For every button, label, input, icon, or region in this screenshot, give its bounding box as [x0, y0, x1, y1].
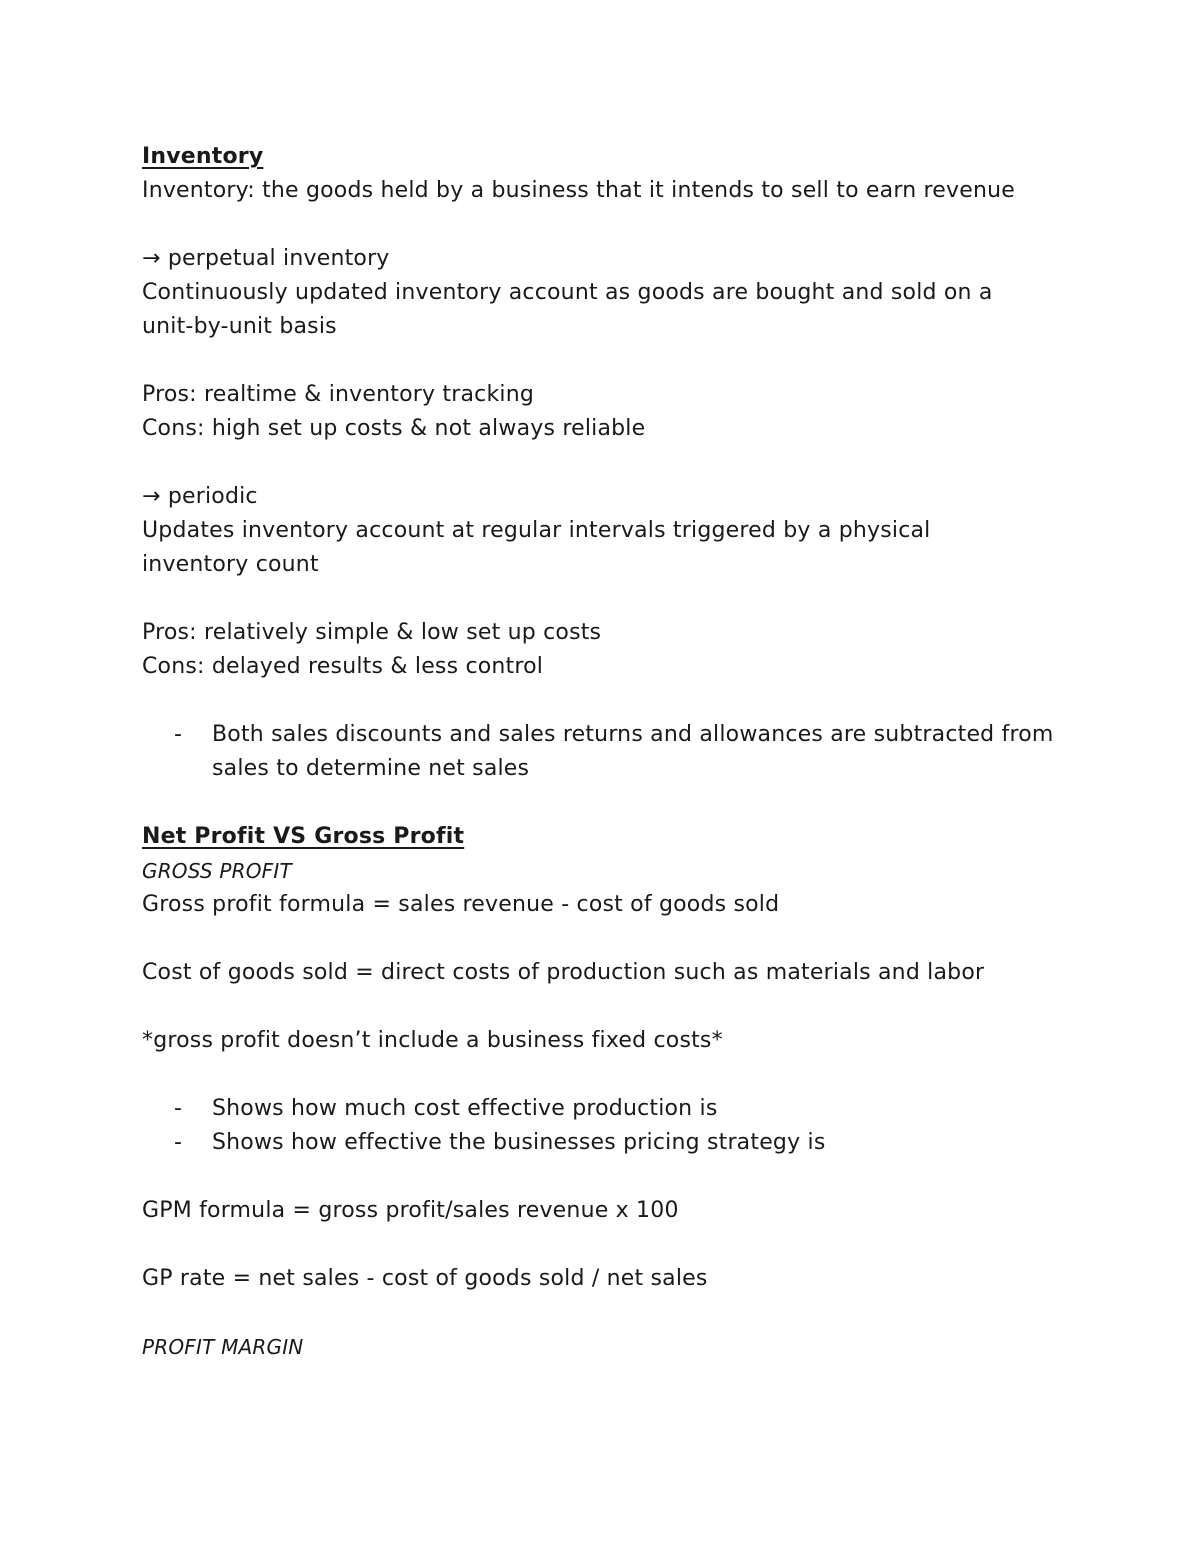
profit-margin-subhead: PROFIT MARGIN: [142, 1335, 304, 1359]
spacer: [142, 786, 1082, 820]
profit-bullet-list: [142, 1092, 1082, 1160]
periodic-title: → periodic: [142, 484, 258, 509]
spacer: [142, 1296, 1082, 1330]
list-item: [142, 1092, 1082, 1126]
spacer: [142, 1228, 1082, 1262]
perpetual-description-line2: unit-by-unit basis: [142, 314, 337, 339]
list-item-text: Shows how much cost effective production is: [212, 1096, 718, 1121]
list-item: [142, 1126, 1082, 1160]
dash-bullet: -: [174, 722, 183, 747]
spacer: [142, 446, 1082, 480]
gpm-formula: GPM formula = gross profit/sales revenue x 100: [142, 1198, 679, 1223]
periodic-cons: Cons: delayed results & less control: [142, 654, 544, 679]
dash-bullet: -: [174, 1096, 183, 1121]
periodic-description-line1: Updates inventory account at regular intervals triggered by a physical: [142, 518, 931, 543]
spacer: [142, 922, 1082, 956]
document-page: [142, 140, 1082, 1364]
spacer: [142, 1160, 1082, 1194]
spacer: [142, 990, 1082, 1024]
spacer: [142, 208, 1082, 242]
perpetual-description-line1: Continuously updated inventory account as goods are bought and sold on a: [142, 280, 993, 305]
list-item-text: Shows how effective the businesses pricing strategy is: [212, 1130, 826, 1155]
gross-profit-formula: Gross profit formula = sales revenue - cost of goods sold: [142, 892, 780, 917]
periodic-pros: Pros: relatively simple & low set up costs: [142, 620, 602, 645]
inventory-heading: Inventory: [142, 144, 264, 169]
profit-heading: Net Profit VS Gross Profit: [142, 824, 465, 849]
list-item: [142, 718, 1082, 786]
spacer: [142, 582, 1082, 616]
dash-bullet: -: [174, 1130, 183, 1155]
perpetual-title: → perpetual inventory: [142, 246, 390, 271]
inventory-definition: Inventory: the goods held by a business that it intends to sell to earn revenue: [142, 178, 1016, 203]
spacer: [142, 344, 1082, 378]
perpetual-cons: Cons: high set up costs & not always reliable: [142, 416, 646, 441]
gross-profit-subhead: GROSS PROFIT: [142, 859, 292, 883]
spacer: [142, 1058, 1082, 1092]
perpetual-pros: Pros: realtime & inventory tracking: [142, 382, 535, 407]
gross-profit-note: *gross profit doesn’t include a business fixed costs*: [142, 1028, 723, 1053]
spacer: [142, 684, 1082, 718]
inventory-bullet-list: [142, 718, 1082, 786]
cogs-definition: Cost of goods sold = direct costs of production such as materials and labor: [142, 960, 985, 985]
periodic-description-line2: inventory count: [142, 552, 319, 577]
gp-rate-formula: GP rate = net sales - cost of goods sold / net sales: [142, 1266, 708, 1291]
list-item-text: Both sales discounts and sales returns and allowances are subtracted from sales to determine net sales: [212, 722, 1054, 781]
